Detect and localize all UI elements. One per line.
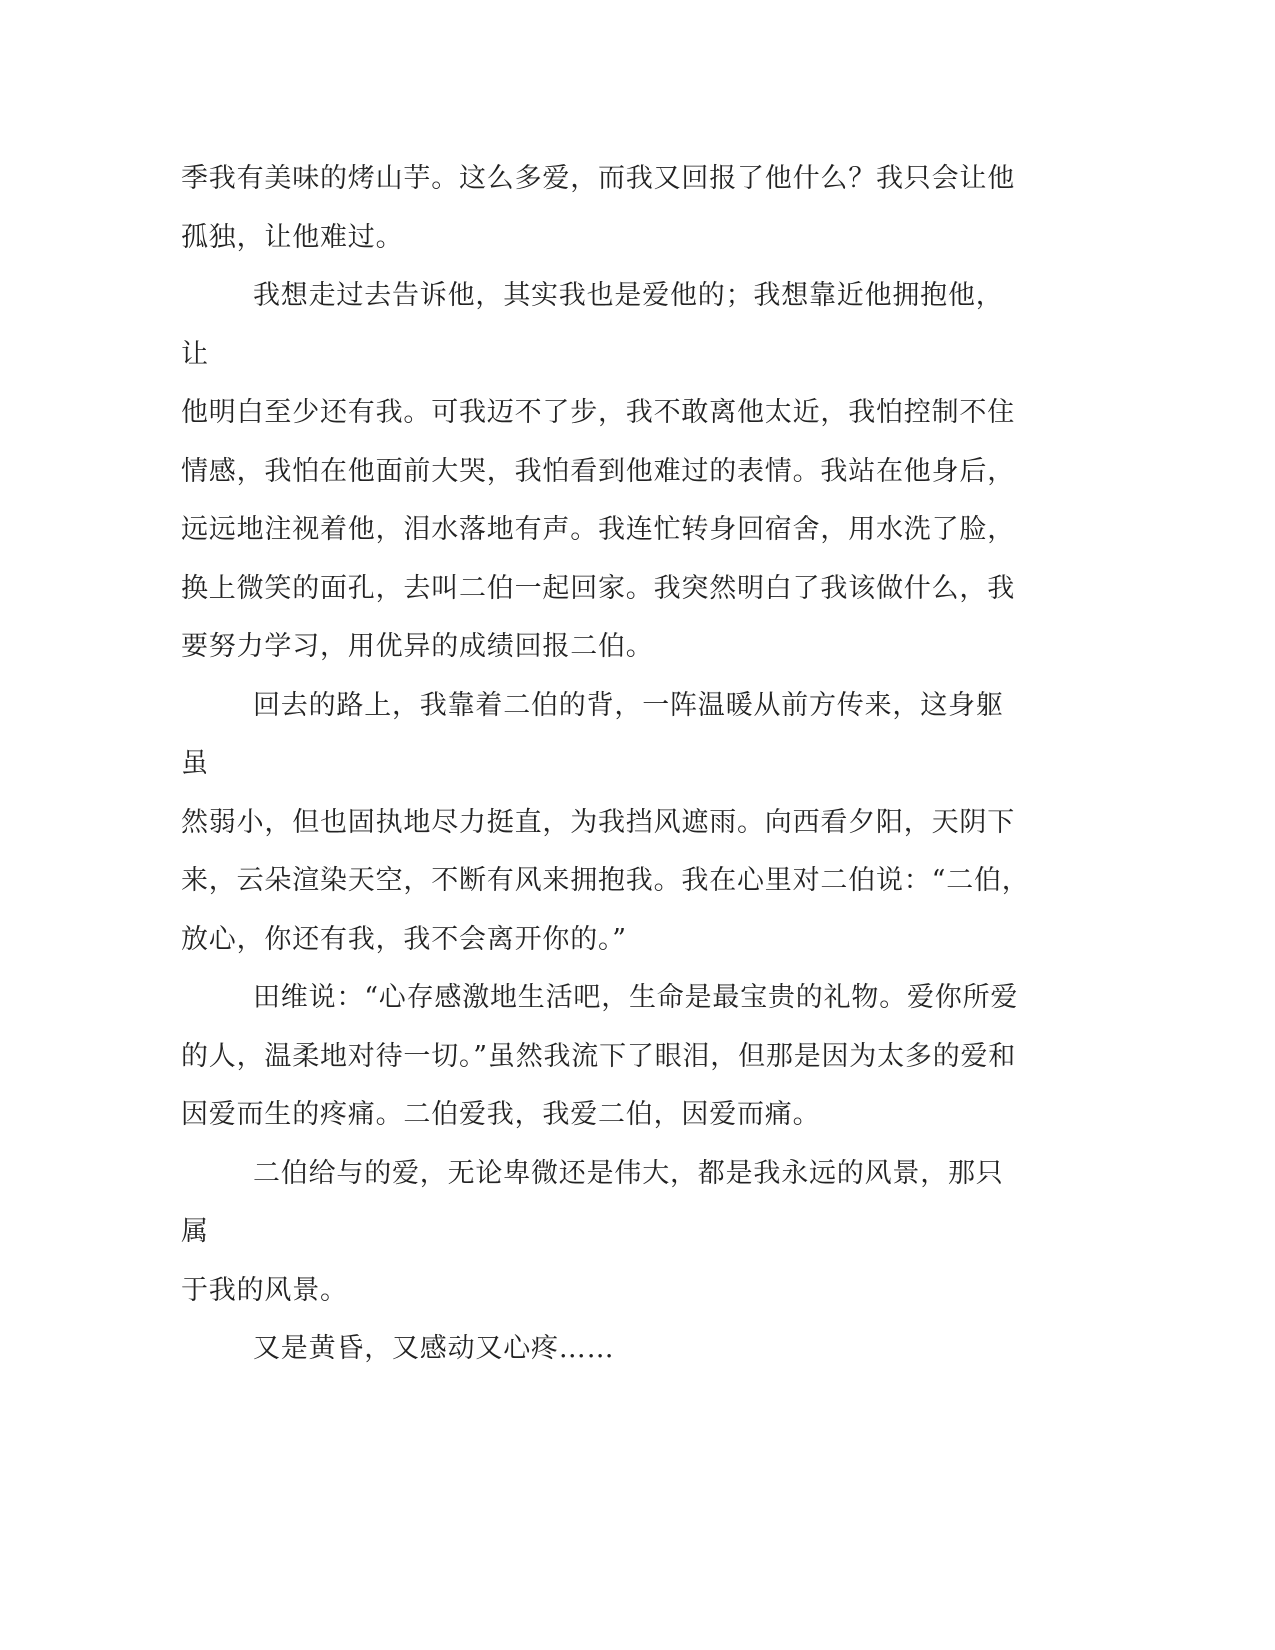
text-line: 田维说：“心存感激地生活吧，生命是最宝贵的礼物。爱你所爱 bbox=[253, 982, 1019, 1013]
text-line: 要努力学习，用优异的成绩回报二伯。 bbox=[181, 631, 654, 662]
paragraph-5 bbox=[181, 1145, 1031, 1321]
text-line: 放心，你还有我，我不会离开你的。” bbox=[181, 923, 627, 955]
text-line: 孤独，让他难过。 bbox=[181, 221, 404, 253]
text-line: 来，云朵渲染天空，不断有风来拥抱我。我在心里对二伯说：“二伯， bbox=[181, 865, 1030, 896]
paragraph-2 bbox=[181, 267, 1031, 677]
text-line: 他明白至少还有我。可我迈不了步，我不敢离他太近，我怕控制不住 bbox=[181, 397, 1015, 428]
text-line: 回去的路上，我靠着二伯的背，一阵温暖从前方传来，这身躯虽 bbox=[181, 689, 1004, 779]
text-line: 的人，温柔地对待一切。”虽然我流下了眼泪，但那是因为太多的爱和 bbox=[181, 1040, 1017, 1072]
text-line: 然弱小，但也固执地尽力挺直，为我挡风遮雨。向西看夕阳，天阴下 bbox=[181, 806, 1015, 838]
paragraph-3 bbox=[181, 677, 1031, 970]
text-line: 我想走过去告诉他，其实我也是爱他的；我想靠近他拥抱他，让 bbox=[181, 280, 1004, 370]
text-line: 又是黄昏，又感动又心疼…… bbox=[253, 1333, 615, 1364]
paragraph-4 bbox=[181, 969, 1031, 1145]
text-line: 因爱而生的疼痛。二伯爱我，我爱二伯，因爱而痛。 bbox=[181, 1099, 821, 1130]
paragraph-6 bbox=[181, 1320, 1031, 1379]
text-line: 情感，我怕在他面前大哭，我怕看到他难过的表情。我站在他身后， bbox=[181, 455, 1015, 487]
paragraph-1 bbox=[181, 150, 1031, 267]
text-line: 换上微笑的面孔，去叫二伯一起回家。我突然明白了我该做什么，我 bbox=[181, 572, 1015, 604]
text-line: 季我有美味的烤山芋。这么多爱，而我又回报了他什么？我只会让他 bbox=[181, 163, 1015, 194]
text-line: 于我的风景。 bbox=[181, 1274, 348, 1306]
document-body bbox=[181, 150, 1031, 1379]
text-line: 二伯给与的爱，无论卑微还是伟大，都是我永远的风景，那只属 bbox=[181, 1157, 1004, 1247]
text-line: 远远地注视着他，泪水落地有声。我连忙转身回宿舍，用水洗了脸， bbox=[181, 514, 1015, 545]
